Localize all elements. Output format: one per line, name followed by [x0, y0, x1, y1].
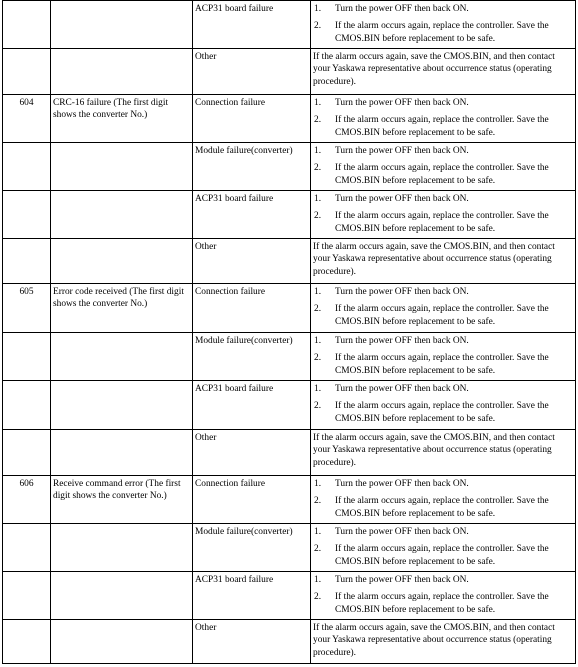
cause-acp31: ACP31 board failure — [193, 572, 311, 620]
table-row — [3, 524, 576, 572]
step-power: Turn the power OFF then back ON. — [335, 146, 469, 156]
table-row — [3, 191, 576, 239]
cause-module: Module failure(converter) — [193, 143, 311, 191]
step-replace: If the alarm occurs again, replace the controller. Save the CMOS.BIN before replacement to be safe. — [335, 592, 549, 615]
description-cell — [51, 430, 193, 476]
cause-other: Other — [193, 430, 311, 476]
step-power: Turn the power OFF then back ON. — [335, 287, 469, 297]
table-row — [3, 620, 576, 664]
table-row — [3, 49, 576, 95]
alarm-code: 606 — [3, 476, 51, 524]
description-cell — [51, 524, 193, 572]
table-row — [3, 381, 576, 430]
step-replace: If the alarm occurs again, replace the controller. Save the CMOS.BIN before replacement to be safe. — [335, 353, 549, 376]
code-cell — [3, 430, 51, 476]
table-row — [3, 430, 576, 476]
table-row — [3, 476, 576, 524]
step-power: Turn the power OFF then back ON. — [335, 98, 469, 108]
remedy-steps: 1. Turn the power OFF then back ON. 2. If the alarm occurs again, replace the controller. Save the CMOS.BIN before replacement to be safe. — [311, 476, 576, 524]
remedy-steps: 1. Turn the power OFF then back ON. 2. If the alarm occurs again, replace the controller. Save the CMOS.BIN before replacement to be safe. — [311, 381, 576, 430]
remedy-steps: 1. Turn the power OFF then back ON. 2. If the alarm occurs again, replace the controller. Save the CMOS.BIN before replacement to be safe. — [311, 524, 576, 572]
description-cell — [51, 572, 193, 620]
step-replace: If the alarm occurs again, replace the controller. Save the CMOS.BIN before replacement to be safe. — [335, 163, 549, 186]
step-replace: If the alarm occurs again, replace the controller. Save the CMOS.BIN before replacement to be safe. — [335, 211, 549, 234]
step-replace: If the alarm occurs again, replace the controller. Save the CMOS.BIN before replacement to be safe. — [335, 21, 549, 44]
table-row — [3, 143, 576, 191]
step-replace: If the alarm occurs again, replace the controller. Save the CMOS.BIN before replacement to be safe. — [335, 304, 549, 327]
cause-acp31: ACP31 board failure — [193, 191, 311, 239]
code-cell — [3, 620, 51, 664]
code-cell — [3, 143, 51, 191]
cause-other: Other — [193, 49, 311, 95]
description-cell — [51, 1, 193, 49]
alarm-description: Receive command error (The first digit shows the converter No.) — [51, 476, 193, 524]
description-cell — [51, 143, 193, 191]
cause-connection: Connection failure — [193, 95, 311, 143]
cause-module: Module failure(converter) — [193, 333, 311, 381]
step-replace: If the alarm occurs again, replace the controller. Save the CMOS.BIN before replacement to be safe. — [335, 544, 549, 567]
table-row — [3, 572, 576, 620]
description-cell — [51, 333, 193, 381]
code-cell — [3, 191, 51, 239]
alarm-description: CRC-16 failure (The first digit shows the converter No.) — [51, 95, 193, 143]
remedy-other: If the alarm occurs again, save the CMOS.BIN, and then contact your Yaskawa representative about occurrence status (operating procedure). — [311, 620, 576, 664]
step-replace: If the alarm occurs again, replace the controller. Save the CMOS.BIN before replacement to be safe. — [335, 115, 549, 138]
step-power: Turn the power OFF then back ON. — [335, 527, 469, 537]
cause-connection: Connection failure — [193, 476, 311, 524]
code-cell — [3, 49, 51, 95]
step-power: Turn the power OFF then back ON. — [335, 336, 469, 346]
step-replace: If the alarm occurs again, replace the controller. Save the CMOS.BIN before replacement to be safe. — [335, 401, 549, 424]
alarm-code: 605 — [3, 284, 51, 333]
description-cell — [51, 239, 193, 284]
table-row — [3, 239, 576, 284]
step-power: Turn the power OFF then back ON. — [335, 4, 469, 14]
description-cell — [51, 191, 193, 239]
cause-other: Other — [193, 620, 311, 664]
code-cell — [3, 239, 51, 284]
remedy-other: If the alarm occurs again, save the CMOS.BIN, and then contact your Yaskawa representative about occurrence status (operating procedure). — [311, 430, 576, 476]
remedy-steps: 1. Turn the power OFF then back ON. 2. If the alarm occurs again, replace the controller. Save the CMOS.BIN before replacement to be safe. — [311, 284, 576, 333]
cause-acp31: ACP31 board failure — [193, 381, 311, 430]
remedy-steps: 1. Turn the power OFF then back ON. 2. If the alarm occurs again, replace the controller. Save the CMOS.BIN before replacement to be safe. — [311, 333, 576, 381]
code-cell — [3, 1, 51, 49]
description-cell — [51, 381, 193, 430]
step-replace: If the alarm occurs again, replace the controller. Save the CMOS.BIN before replacement to be safe. — [335, 496, 549, 519]
remedy-steps: 1. Turn the power OFF then back ON. 2. If the alarm occurs again, replace the controller. Save the CMOS.BIN before replacement to be safe. — [311, 1, 576, 49]
step-power: Turn the power OFF then back ON. — [335, 384, 469, 394]
remedy-steps: 1. Turn the power OFF then back ON. 2. If the alarm occurs again, replace the controller. Save the CMOS.BIN before replacement to be safe. — [311, 191, 576, 239]
remedy-steps: 1. Turn the power OFF then back ON. 2. If the alarm occurs again, replace the controller. Save the CMOS.BIN before replacement to be safe. — [311, 143, 576, 191]
table-row — [3, 1, 576, 49]
step-power: Turn the power OFF then back ON. — [335, 575, 469, 585]
step-power: Turn the power OFF then back ON. — [335, 194, 469, 204]
remedy-other: If the alarm occurs again, save the CMOS.BIN, and then contact your Yaskawa representative about occurrence status (operating procedure). — [311, 49, 576, 95]
description-cell — [51, 49, 193, 95]
table-row — [3, 333, 576, 381]
code-cell — [3, 381, 51, 430]
step-power: Turn the power OFF then back ON. — [335, 479, 469, 489]
code-cell — [3, 572, 51, 620]
cause-connection: Connection failure — [193, 284, 311, 333]
remedy-steps: 1. Turn the power OFF then back ON. 2. If the alarm occurs again, replace the controller. Save the CMOS.BIN before replacement to be safe. — [311, 572, 576, 620]
remedy-other: If the alarm occurs again, save the CMOS.BIN, and then contact your Yaskawa representative about occurrence status (operating procedure). — [311, 239, 576, 284]
table-row — [3, 95, 576, 143]
remedy-steps: 1. Turn the power OFF then back ON. 2. If the alarm occurs again, replace the controller. Save the CMOS.BIN before replacement to be safe. — [311, 95, 576, 143]
code-cell — [3, 524, 51, 572]
cause-other: Other — [193, 239, 311, 284]
table-row — [3, 284, 576, 333]
cause-acp31: ACP31 board failure — [193, 1, 311, 49]
description-cell — [51, 620, 193, 664]
code-cell — [3, 333, 51, 381]
alarm-table — [2, 0, 576, 664]
cause-module: Module failure(converter) — [193, 524, 311, 572]
alarm-description: Error code received (The first digit shows the converter No.) — [51, 284, 193, 333]
alarm-code: 604 — [3, 95, 51, 143]
